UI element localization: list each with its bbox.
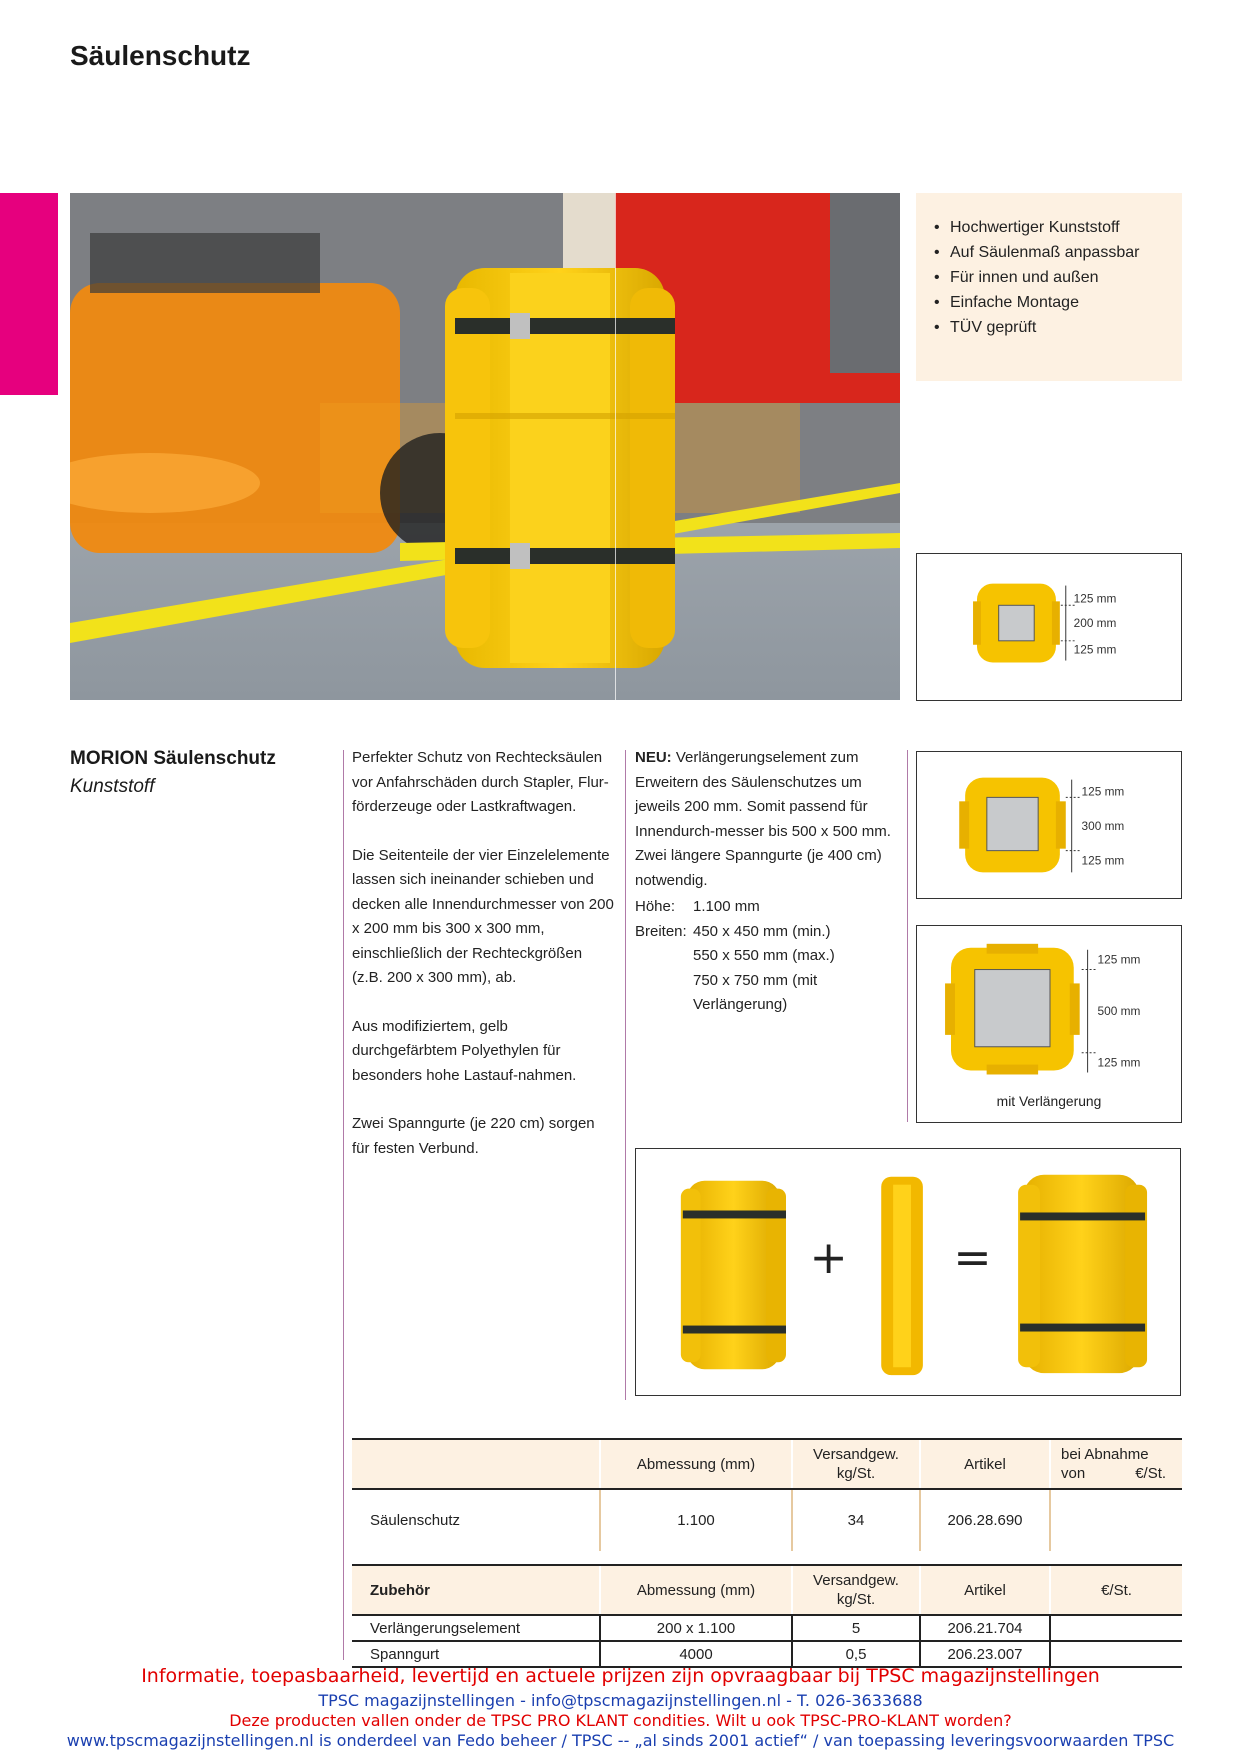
column-divider [907,750,908,1122]
table-header-cell: Abmessung (mm) [600,1565,792,1615]
extension-text [635,746,900,893]
footer-notice: Informatie, toepasbaarheid, levertijd en actuele prijzen zijn opvraagbaar bij TPSC magazijnstellingen [141,1665,1100,1687]
dimension-diagram-small [916,553,1182,701]
equals-sign: = [953,1230,992,1284]
table-header-cell: €/St. [1050,1565,1182,1615]
dim-label: 125 mm [1081,784,1125,799]
table-cell: 1.100 [600,1489,792,1551]
width-label: Breiten: [635,922,687,940]
table-row [352,1615,1182,1641]
product-material: Kunststoff [70,776,155,797]
hero-photo [70,193,900,700]
description-paragraph: Zwei Spanngurte (je 220 cm) sorgen für festen Verbund. [352,1115,595,1157]
table-cell: Spanngurt [352,1641,600,1667]
page-title: Säulenschutz [70,40,251,71]
table-cell: 4000 [600,1641,792,1667]
table-cell: 34 [792,1489,920,1551]
table-cell: 0,5 [792,1641,920,1667]
table-cell [1050,1641,1182,1667]
dim-label: 500 mm [1097,1004,1141,1019]
table-header-cell: Abmessung (mm) [600,1439,792,1489]
specs-block [635,895,835,1018]
dim-label: 125 mm [1097,952,1141,967]
extension-description: Verlängerungselement zum Erweitern des Säulenschutzes um jeweils 200 mm. Somit passend für Innendurch-messer bis 500 x 500 mm. Zwei längere Spanngurte (je 400 cm) notwendig. [635,749,891,889]
table-cell [1050,1489,1182,1551]
feature-item: • Hochwertiger Kunststoff [934,215,1166,240]
table-cell: 200 x 1.100 [600,1615,792,1641]
description-paragraph: Perfekter Schutz von Rechtecksäulen vor Anfahrschäden durch Stapler, Flur-förderzeuge oder Lastkraftwagen. [352,749,609,815]
description-paragraph: Die Seitenteile der vier Einzelelemente lassen sich ineinander schieben und decken alle Innendurchmesser von 200 x 200 mm bis 300 x 300 mm, einschließlich der Rechteckgrößen (z.B. 200 x 300 mm), ab. [352,846,614,986]
table-header-cell: Artikel [920,1439,1050,1489]
dim-label: 125 mm [1081,853,1125,868]
width-value: 450 x 450 mm (min.) [693,922,831,940]
width-value: 550 x 550 mm (max.) [693,947,835,964]
plus-sign: + [809,1230,848,1284]
table-header-cell: bei Abnahme von €/St. [1050,1439,1182,1489]
diagram-caption: mit Verlängerung [996,1093,1102,1110]
column-divider [625,750,626,1400]
footer-pro-klant: Deze producten vallen onder de TPSC PRO KLANT condities. Wilt u ook TPSC-PRO-KLANT worden? [229,1711,1012,1730]
feature-item: • Auf Säulenmaß anpassbar [934,240,1166,265]
table-cell: 206.28.690 [920,1489,1050,1551]
dim-label: 300 mm [1081,818,1125,833]
width-value: 750 x 750 mm (mit [693,971,818,989]
table-cell: Verlängerungselement [352,1615,600,1641]
product-table [352,1438,1182,1551]
combination-image [635,1148,1181,1396]
description-paragraph: Aus modifiziertem, gelb durchgefärbtem Polyethylen für besonders hohe Lastauf-nahmen. [352,1017,577,1084]
dimension-diagram-large [916,925,1182,1123]
dimension-diagram-medium [916,751,1182,899]
description-text [352,746,614,1161]
table-cell: Säulenschutz [370,1512,461,1529]
height-value: 1.100 mm [693,898,760,915]
column-protector-image [681,1181,786,1369]
table-cell: 206.21.704 [920,1615,1050,1641]
table-cell [1050,1615,1182,1641]
dim-label: 125 mm [1073,591,1117,606]
extension-element-image [881,1177,923,1375]
feature-item: • Einfache Montage [934,290,1166,315]
accessories-table [352,1564,1182,1668]
dim-label: 125 mm [1073,642,1117,657]
features-box [916,193,1182,381]
dim-label: 125 mm [1097,1055,1141,1070]
feature-item: • Für innen und außen [934,265,1166,290]
product-name: MORION Säulenschutz [70,748,276,769]
footer-contact: TPSC magazijnstellingen - info@tpscmagazijnstellingen.nl - T. 026-3633688 [318,1691,923,1710]
table-header-cell: Artikel [920,1565,1050,1615]
height-label: Höhe: [635,898,676,915]
width-value: Verlängerung) [693,996,788,1013]
extended-protector-image [1018,1175,1147,1373]
table-header-cell: Versandgew. kg/St. [792,1439,920,1489]
table-cell: 5 [792,1615,920,1641]
table-header-cell: Zubehör [352,1565,600,1615]
feature-item: • TÜV geprüft [934,315,1166,340]
table-row [352,1489,1182,1551]
table-row [352,1641,1182,1667]
table-cell: 206.23.007 [920,1641,1050,1667]
table-header-cell: Versandgew. kg/St. [792,1565,920,1615]
new-label: NEU: [635,749,672,766]
accent-bar [0,193,58,395]
table-header-cell [352,1439,600,1489]
column-divider [343,750,344,1660]
footer-legal: www.tpscmagazijnstellingen.nl is onderdeel van Fedo beheer / TPSC -- „al sinds 2001 actief“ / van toepassing leveringsvoorwaarden TPSC [66,1731,1175,1750]
dim-label: 200 mm [1073,616,1117,630]
